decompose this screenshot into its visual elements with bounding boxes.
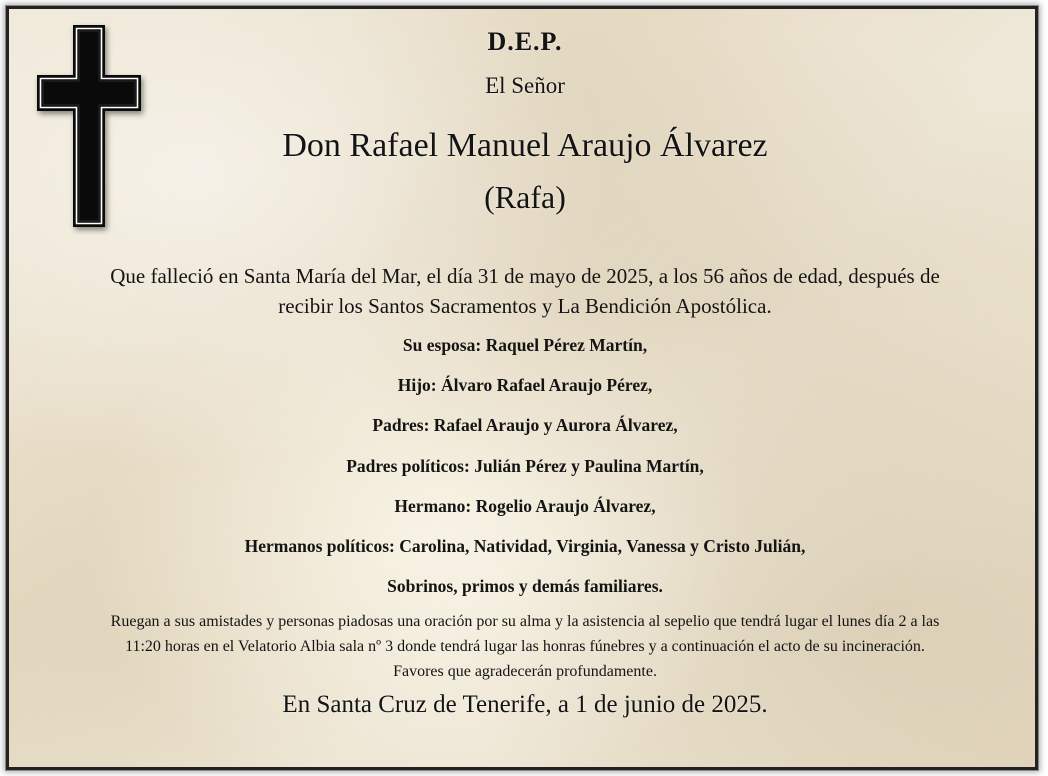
family-line-spouse: Su esposa: Raquel Pérez Martín,	[402, 335, 648, 355]
dep-heading: D.E.P.	[487, 27, 563, 56]
announcement-line: Que falleció en Santa María del Mar, el día 31 de mayo de 2025, a los 56 años de edad, después de	[110, 264, 940, 288]
announcement-text	[29, 261, 1021, 321]
request-line: Favores que agradecerán profundamente.	[393, 663, 657, 680]
honorific: El Señor	[485, 73, 565, 98]
deceased-nickname: (Rafa)	[484, 179, 566, 215]
request-line: Ruegan a sus amistades y personas piadosas una oración por su alma y la asistencia al sepelio que tendrá lugar el lunes día 2 a las	[110, 613, 940, 630]
announcement-line: recibir los Santos Sacramentos y La Bendición Apostólica.	[278, 294, 772, 318]
family-line-relatives: Sobrinos, primos y demás familiares.	[387, 576, 663, 596]
deceased-name: Don Rafael Manuel Araujo Álvarez	[282, 127, 768, 164]
family-line-brother: Hermano: Rogelio Araujo Álvarez,	[394, 496, 656, 516]
family-line-parents: Padres: Rafael Araujo y Aurora Álvarez,	[372, 415, 678, 435]
funeral-request-text	[29, 609, 1021, 684]
family-line-son: Hijo: Álvaro Rafael Araujo Pérez,	[397, 375, 653, 395]
family-line-siblings-in-law: Hermanos políticos: Carolina, Natividad, Virginia, Vanessa y Cristo Julián,	[244, 536, 806, 556]
family-line-parents-in-law: Padres políticos: Julián Pérez y Paulina Martín,	[346, 456, 704, 476]
closing-place-date: En Santa Cruz de Tenerife, a 1 de junio de 2025.	[282, 691, 768, 718]
request-line: 11:20 horas en el Velatorio Albia sala nº 3 donde tendrá lugar las honras fúnebres y a continuación el acto de su incineración.	[125, 638, 925, 655]
obituary-card	[6, 6, 1038, 770]
